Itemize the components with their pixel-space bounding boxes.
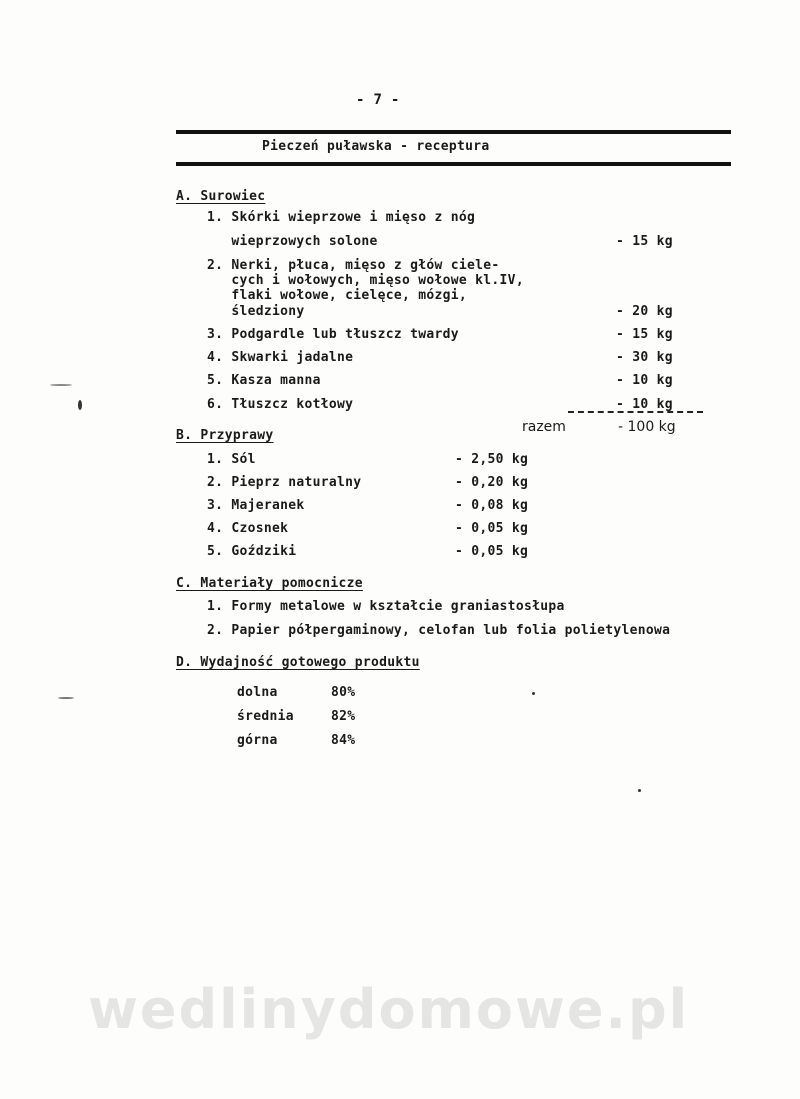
- section-b-item-label: 5. Goździki: [207, 544, 297, 559]
- section-b-item-label: 4. Czosnek: [207, 521, 289, 536]
- section-a-item-value: - 15 kg: [616, 327, 673, 342]
- section-b-item-value: - 2,50 kg: [455, 452, 529, 467]
- scan-speck: [532, 692, 535, 695]
- sum-dashed-line: [568, 411, 703, 413]
- total-value: - 100 kg: [618, 419, 676, 435]
- yield-label: górna: [237, 733, 278, 748]
- scan-speck: [78, 400, 82, 410]
- title-rule-bottom: [176, 162, 731, 166]
- section-c-heading: C. Materiały pomocnicze: [176, 576, 363, 591]
- section-a-item-value: - 10 kg: [616, 397, 673, 412]
- section-b-item-value: - 0,05 kg: [455, 521, 529, 536]
- section-a-item-label: flaki wołowe, cielęce, mózgi,: [207, 288, 468, 303]
- section-a-item-label: 6. Tłuszcz kotłowy: [207, 397, 354, 412]
- section-b-item-value: - 0,05 kg: [455, 544, 529, 559]
- section-a-item-label: 2. Nerki, płuca, mięso z głów ciele-: [207, 258, 500, 273]
- section-a-item-value: - 10 kg: [616, 373, 673, 388]
- yield-value: 82%: [331, 709, 356, 724]
- section-a-item-label: cych i wołowych, mięso wołowe kl.IV,: [207, 273, 524, 288]
- scan-speck: [58, 697, 74, 699]
- yield-value: 80%: [331, 685, 356, 700]
- section-b-heading: B. Przyprawy: [176, 428, 274, 443]
- document-title: Pieczeń puławska - receptura: [262, 139, 490, 154]
- scan-speck: [638, 789, 641, 792]
- page-number: - 7 -: [356, 92, 400, 108]
- scan-speck: [50, 384, 72, 386]
- section-b-item-label: 2. Pieprz naturalny: [207, 475, 362, 490]
- section-a-item-label: 4. Skwarki jadalne: [207, 350, 354, 365]
- section-a-item-value: - 15 kg: [616, 234, 673, 249]
- section-b-item-label: 1. Sól: [207, 452, 256, 467]
- section-a-item-label: 3. Podgardle lub tłuszcz twardy: [207, 327, 459, 342]
- title-rule-top: [176, 130, 731, 134]
- section-a-item-label: wieprzowych solone: [207, 234, 378, 249]
- section-b-item-value: - 0,08 kg: [455, 498, 529, 513]
- section-d-heading: D. Wydajność gotowego produktu: [176, 655, 420, 670]
- section-a-item-label: 5. Kasza manna: [207, 373, 321, 388]
- section-c-item: 1. Formy metalowe w kształcie graniastosłupa: [207, 599, 565, 614]
- watermark: wedlinydomowe.pl: [88, 978, 690, 1041]
- section-a-item-label: 1. Skórki wieprzowe i mięso z nóg: [207, 210, 476, 225]
- section-a-item-label: śledziony: [207, 304, 305, 319]
- yield-value: 84%: [331, 733, 356, 748]
- section-a-item-value: - 20 kg: [616, 304, 673, 319]
- yield-label: dolna: [237, 685, 278, 700]
- section-b-item-label: 3. Majeranek: [207, 498, 305, 513]
- total-label: razem: [522, 419, 566, 435]
- section-a-item-value: - 30 kg: [616, 350, 673, 365]
- yield-label: średnia: [237, 709, 294, 724]
- section-c-item: 2. Papier półpergaminowy, celofan lub folia polietylenowa: [207, 623, 671, 638]
- section-a-heading: A. Surowiec: [176, 189, 266, 204]
- section-b-item-value: - 0,20 kg: [455, 475, 529, 490]
